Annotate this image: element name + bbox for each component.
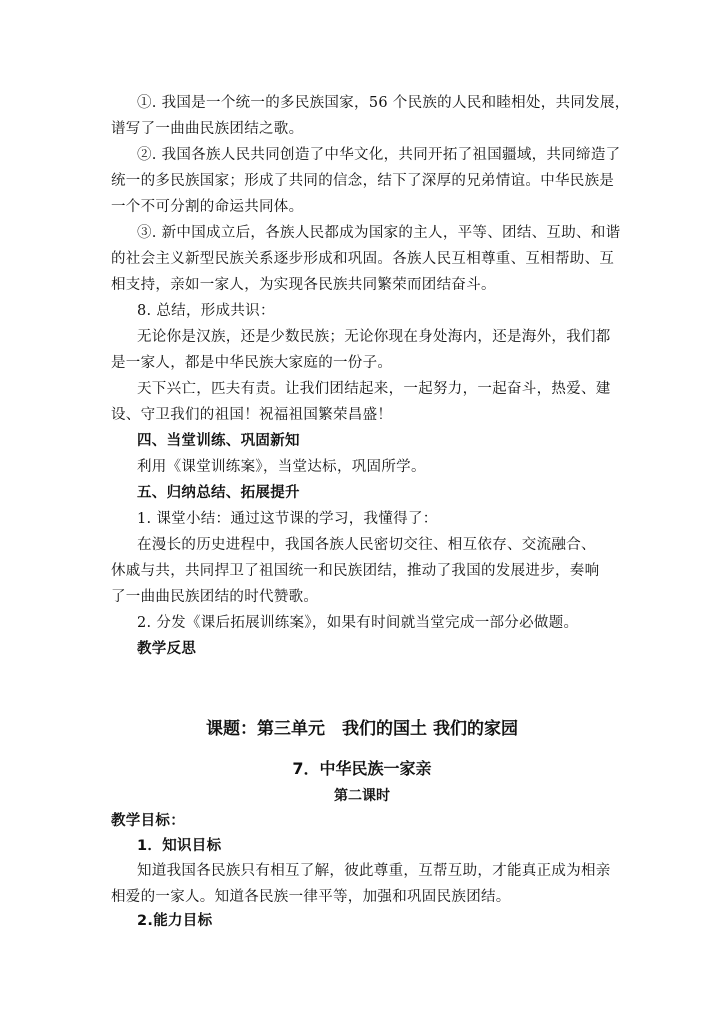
- point3-line3: 相支持，亲如一家人，为实现各民族共同繁荣而团结奋斗。: [111, 277, 496, 293]
- knowledge-objective-heading: 1．知识目标: [137, 838, 222, 854]
- objectives-label: 教学目标：: [111, 813, 185, 829]
- section5-item1-body-line2: 休戚与共，共同捍卫了祖国统一和民族团结，推动了我国的发展进步，奏响: [111, 563, 600, 579]
- section5-item2: 2. 分发《课后拓展训练案》，如果有时间就当堂完成一部分必做题。: [137, 615, 579, 631]
- point3-line1: ③. 新中国成立后，各族人民都成为国家的主人，平等、团结、互助、和谐: [137, 225, 621, 241]
- lesson-subtitle: 7．中华民族一家亲: [292, 759, 432, 778]
- section5-item1-body-line1: 在漫长的历史进程中，我国各族人民密切交往、相互依存、交流融合、: [137, 537, 596, 553]
- lesson-period: 第二课时: [334, 788, 390, 804]
- section4-heading: 四、当堂训练、巩固新知: [137, 433, 300, 449]
- summary-heading: 8. 总结，形成共识：: [137, 303, 275, 319]
- teaching-reflection: 教学反思: [137, 641, 197, 657]
- section5-heading: 五、归纳总结、拓展提升: [137, 485, 300, 501]
- point2-line3: 一个不可分割的命运共同体。: [111, 199, 304, 215]
- knowledge-body-line2: 相爱的一家人。知道各民族一律平等，加强和巩固民族团结。: [111, 889, 511, 905]
- ability-objective-heading: 2.能力目标: [137, 913, 213, 929]
- summary-p1-line2: 是一家人，都是中华民族大家庭的一份子。: [111, 355, 393, 371]
- lesson-title: 课题：第三单元 我们的国土 我们的家园: [206, 719, 518, 739]
- point2-line1: ②. 我国各族人民共同创造了中华文化，共同开拓了祖国疆域，共同缔造了: [137, 147, 621, 163]
- summary-p2-line2: 设、守卫我们的祖国！祝福祖国繁荣昌盛！: [111, 407, 393, 423]
- section5-item1: 1. 课堂小结：通过这节课的学习，我懂得了：: [137, 511, 438, 527]
- knowledge-body-line1: 知道我国各民族只有相互了解，彼此尊重，互帮互助，才能真正成为相亲: [137, 863, 611, 879]
- point1-line1: ①. 我国是一个统一的多民族国家，56 个民族的人民和睦相处，共同发展，: [137, 95, 630, 111]
- section4-text: 利用《课堂训练案》，当堂达标，巩固所学。: [137, 459, 426, 475]
- section5-item1-body-line3: 了一曲曲民族团结的时代赞歌。: [111, 589, 319, 605]
- point3-line2: 的社会主义新型民族关系逐步形成和巩固。各族人民互相尊重、互相帮助、互: [111, 251, 615, 267]
- summary-p1-line1: 无论你是汉族，还是少数民族；无论你现在身处海内，还是海外，我们都: [137, 329, 611, 345]
- point2-line2: 统一的多民族国家；形成了共同的信念，结下了深厚的兄弟情谊。中华民族是: [111, 173, 615, 189]
- point1-line2: 谱写了一曲曲民族团结之歌。: [111, 121, 304, 137]
- summary-p2-line1: 天下兴亡，匹夫有责。让我们团结起来，一起努力，一起奋斗，热爱、建: [137, 381, 611, 397]
